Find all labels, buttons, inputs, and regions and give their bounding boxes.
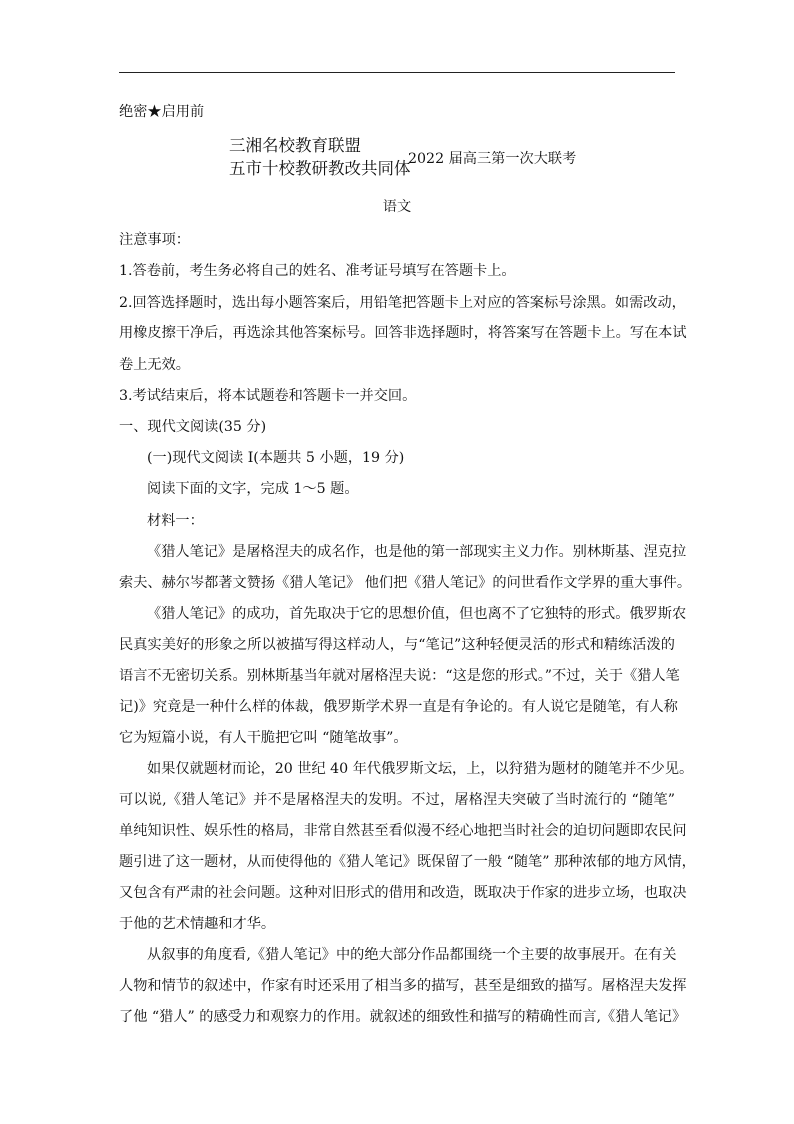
subject-title: 语文 [382, 199, 412, 215]
notice-item-1: 1.答卷前，考生务必将自己的姓名、准考证号填写在答题卡上。 [119, 263, 516, 279]
notice-item-2-line-2: 用橡皮擦干净后，再选涂其他答案标号。回答非选择题时，将答案写在答题卡上。写在本试 [119, 325, 687, 341]
confidential-label: 绝密★启用前 [119, 104, 205, 120]
subsection-title: (一)现代文阅读 I(本题共 5 小题，19 分) [147, 450, 405, 466]
notice-item-2-line-1: 2.回答选择题时，选出每小题答案后，用铅笔把答题卡上对应的答案标号涂黑。如需改动， [119, 295, 686, 311]
material-label: 材料一： [147, 513, 204, 529]
reading-instruction: 阅读下面的文字，完成 1～5 题。 [147, 481, 359, 497]
paragraph-3-line-1: 如果仅就题材而论，20 世纪 40 年代俄罗斯文坛，上，以狩猎为题材的随笔并不少见。 [147, 761, 694, 777]
paragraph-1-line-2: 索夫、赫尔岑都著文赞扬《猎人笔记》 他们把《猎人笔记》的问世看作文学界的重大事件。 [119, 575, 692, 591]
paragraph-3-line-2: 可以说,《猎人笔记》并不是屠格涅夫的发明。不过，屠格涅夫突破了当时流行的 “随笔” [119, 792, 675, 808]
notice-item-2-line-3: 卷上无效。 [119, 357, 190, 373]
alliance-name-1: 三湘名校教育联盟 [229, 136, 361, 155]
paragraph-4-line-3: 了他 “猎人” 的感受力和观察力的作用。就叙述的细致性和描写的精确性而言,《猎人笔记》 [119, 1009, 687, 1025]
paragraph-1-line-1: 《猎人笔记》是屠格涅夫的成名作，也是他的第一部现实主义力作。别林斯基、涅克拉 [147, 544, 687, 560]
paragraph-2-line-4: 记)》究竟是一种什么样的体裁，俄罗斯学术界一直是有争论的。有人说它是随笔，有人称 [119, 699, 678, 715]
paragraph-2-line-5: 它为短篇小说，有人干脆把它叫 “随笔故事”。 [119, 730, 408, 746]
paragraph-3-line-4: 题引进了这一题材，从而使得他的《猎人笔记》既保留了一般 “随笔” 那种浓郁的地方风情， [119, 854, 696, 870]
alliance-name-2: 五市十校教研教改共同体 [229, 159, 411, 178]
section-title: 一、现代文阅读(35 分) [119, 419, 267, 435]
paragraph-2-line-2: 民真实美好的形象之所以被描写得这样动人，与“笔记”这种轻便灵活的形式和精练活泼的 [119, 637, 675, 653]
notice-title: 注意事项： [119, 232, 190, 248]
paragraph-2-line-1: 《猎人笔记》的成功，首先取决于它的思想价值，但也离不了它独特的形式。俄罗斯农 [147, 606, 687, 622]
paragraph-4-line-2: 人物和情节的叙述中，作家有时还采用了相当多的描写，甚至是细致的描写。屠格涅夫发挥 [119, 978, 687, 994]
paragraph-2-line-3: 语言不无密切关系。别林斯基当年就对屠格涅夫说：“这是您的形式。”不过，关于《猎人笔 [119, 668, 680, 684]
top-rule [119, 72, 675, 73]
paragraph-3-line-3: 单纯知识性、娱乐性的格局，非常自然甚至看似漫不经心地把当时社会的迫切问题即农民问 [119, 823, 687, 839]
paragraph-3-line-6: 于他的艺术情趣和才华。 [119, 916, 276, 932]
exam-title: 2022 届高三第一次大联考 [408, 151, 577, 167]
paragraph-4-line-1: 从叙事的角度看,《猎人笔记》中的绝大部分作品都围绕一个主要的故事展开。在有关 [147, 947, 677, 963]
paragraph-3-line-5: 又包含有严肃的社会问题。这种对旧形式的借用和改造，既取决于作家的进步立场，也取决 [119, 885, 687, 901]
notice-item-3: 3.考试结束后，将本试题卷和答题卡一并交回。 [119, 388, 417, 404]
